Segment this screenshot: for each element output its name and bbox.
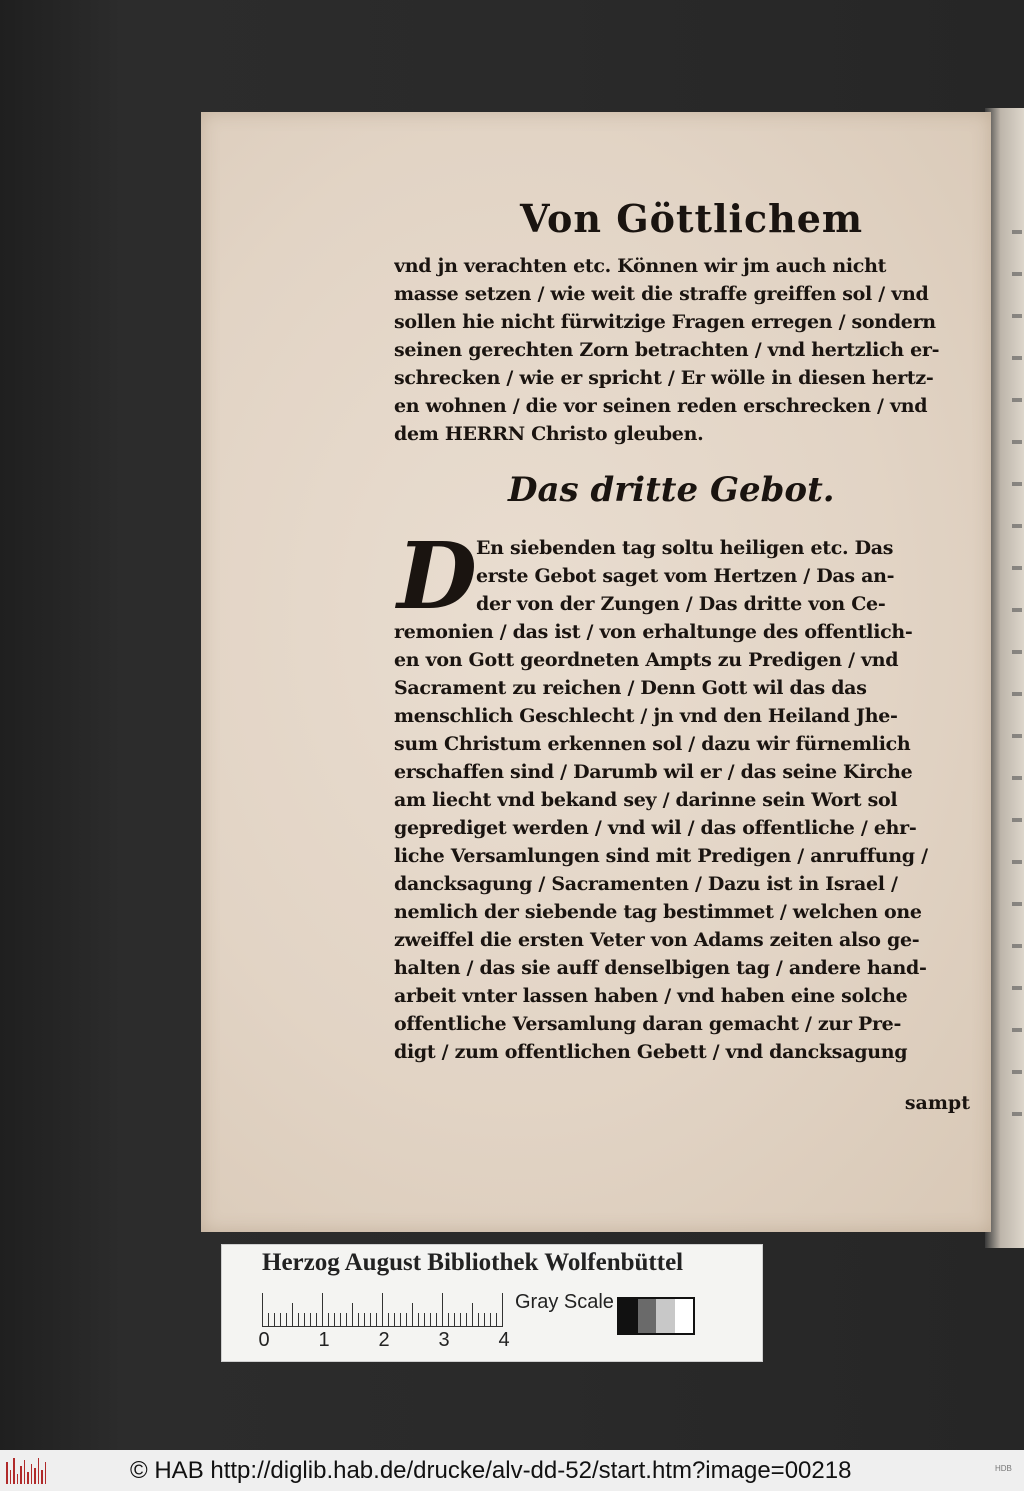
body-text-line: vnd jn verachten etc. Können wir jm auch nicht	[394, 255, 887, 277]
body-text-line: dem HERRN Christo gleuben.	[394, 423, 704, 445]
ruler-tick	[382, 1293, 383, 1327]
gray-patch	[675, 1299, 694, 1333]
body-text-line: halten / das sie auff denselbigen tag / andere hand-	[394, 957, 927, 979]
ruler-tick	[310, 1313, 311, 1327]
ruler-tick	[286, 1313, 287, 1327]
section-heading: Das dritte Gebot.	[508, 470, 835, 510]
ruler-tick	[352, 1303, 353, 1327]
gray-patch	[638, 1299, 657, 1333]
drop-capital: D	[397, 522, 477, 630]
text-block-continuation	[394, 252, 969, 448]
ruler-tick	[364, 1313, 365, 1327]
body-text-line: liche Versamlungen sind mit Predigen / anruffung /	[394, 845, 928, 867]
ruler-tick	[406, 1313, 407, 1327]
body-text-line: menschlich Geschlecht / jn vnd den Heiland Jhe-	[394, 705, 898, 727]
gray-patch	[619, 1299, 638, 1333]
body-text-line: arbeit vnter lassen haben / vnd haben eine solche	[394, 985, 908, 1007]
ruler-ticks	[262, 1293, 507, 1327]
body-text-line: sollen hie nicht fürwitzige Fragen erregen / sondern	[394, 311, 936, 333]
body-text-line: en wohnen / die vor seinen reden erschrecken / vnd	[394, 395, 928, 417]
gray-patch	[656, 1299, 675, 1333]
neighbor-page-marks	[1012, 230, 1024, 1130]
ruler-tick	[268, 1313, 269, 1327]
ruler-tick	[394, 1313, 395, 1327]
ruler-tick	[280, 1313, 281, 1327]
ruler-numbers	[256, 1329, 516, 1355]
scale-ruler-card	[221, 1244, 763, 1362]
footer-mini-mark: HDB	[995, 1464, 1012, 1473]
ruler-tick	[502, 1293, 503, 1327]
ruler-tick	[412, 1303, 413, 1327]
ruler-tick	[388, 1313, 389, 1327]
gray-scale-label: Gray Scale	[515, 1291, 614, 1313]
ruler-tick	[436, 1313, 437, 1327]
body-text-line: der von der Zungen / Das dritte von Ce-	[476, 593, 886, 615]
body-text-line: zweiffel die ersten Veter von Adams zeiten also ge-	[394, 929, 920, 951]
ruler-tick	[460, 1313, 461, 1327]
body-text-line: remonien / das ist / von erhaltunge des offentlich-	[394, 621, 913, 643]
running-head: Von Göttlichem	[520, 196, 864, 241]
catchword: sampt	[904, 1092, 970, 1114]
ruler-tick	[490, 1313, 491, 1327]
body-text-line: sum Christum erkennen sol / dazu wir fürnemlich	[394, 733, 911, 755]
ruler-tick	[262, 1293, 263, 1327]
body-text-line: dancksagung / Sacramenten / Dazu ist in Israel /	[394, 873, 898, 895]
ruler-tick	[448, 1313, 449, 1327]
body-text-line: schrecken / wie er spricht / Er wölle in diesen hertz-	[394, 367, 934, 389]
body-text-line: offentliche Versamlung daran gemacht / zur Pre-	[394, 1013, 902, 1035]
ruler-tick	[304, 1313, 305, 1327]
ruler-tick	[484, 1313, 485, 1327]
ruler-tick	[472, 1303, 473, 1327]
ruler-tick	[376, 1313, 377, 1327]
ruler-number: 4	[498, 1329, 510, 1351]
ruler-tick	[430, 1313, 431, 1327]
body-text-line: nemlich der siebende tag bestimmet / welchen one	[394, 901, 922, 923]
body-text-line: seinen gerechten Zorn betrachten / vnd hertzlich er-	[394, 339, 940, 361]
ruler-tick	[418, 1313, 419, 1327]
ruler-tick	[478, 1313, 479, 1327]
ruler-tick	[292, 1303, 293, 1327]
body-text-line: am liecht vnd bekand sey / darinne sein Wort sol	[394, 789, 898, 811]
gray-scale-swatches	[617, 1297, 695, 1335]
ruler-tick	[370, 1313, 371, 1327]
ruler-tick	[322, 1293, 323, 1327]
ruler-tick	[346, 1313, 347, 1327]
ruler-tick	[340, 1313, 341, 1327]
footer-bar	[0, 1450, 1024, 1491]
ruler-tick	[298, 1313, 299, 1327]
footer-copyright-link[interactable]: © HAB http://diglib.hab.de/drucke/alv-dd-52/start.htm?image=00218	[130, 1457, 852, 1484]
ruler-tick	[274, 1313, 275, 1327]
ruler-tick	[466, 1313, 467, 1327]
body-text-line: geprediget werden / vnd wil / das offentliche / ehr-	[394, 817, 917, 839]
ruler-number: 3	[438, 1329, 450, 1351]
text-block-third-commandment	[394, 522, 969, 1066]
body-text-line: en von Gott geordneten Ampts zu Predigen / vnd	[394, 649, 899, 671]
body-text-line: digt / zum offentlichen Gebett / vnd dancksagung	[394, 1041, 908, 1063]
body-text-line: Sacrament zu reichen / Denn Gott wil das das	[394, 677, 867, 699]
ruler-tick	[316, 1313, 317, 1327]
body-text-line: masse setzen / wie weit die straffe greiffen sol / vnd	[394, 283, 929, 305]
ruler-tick	[334, 1313, 335, 1327]
ruler-tick	[454, 1313, 455, 1327]
ruler-tick	[442, 1293, 443, 1327]
library-name: Herzog August Bibliothek Wolfenbüttel	[262, 1249, 684, 1276]
ruler-tick	[328, 1313, 329, 1327]
ruler-tick	[358, 1313, 359, 1327]
ruler-number: 0	[258, 1329, 270, 1351]
ruler-number: 2	[378, 1329, 390, 1351]
ruler-tick	[400, 1313, 401, 1327]
body-text-line: erschaffen sind / Darumb wil er / das seine Kirche	[394, 761, 913, 783]
ruler-tick	[424, 1313, 425, 1327]
body-text-line: erste Gebot saget vom Hertzen / Das an-	[476, 565, 895, 587]
ruler-number: 1	[318, 1329, 330, 1351]
hab-barcode-logo-icon	[6, 1458, 46, 1484]
ruler-tick	[496, 1313, 497, 1327]
body-text-line: En siebenden tag soltu heiligen etc. Das	[476, 537, 894, 559]
